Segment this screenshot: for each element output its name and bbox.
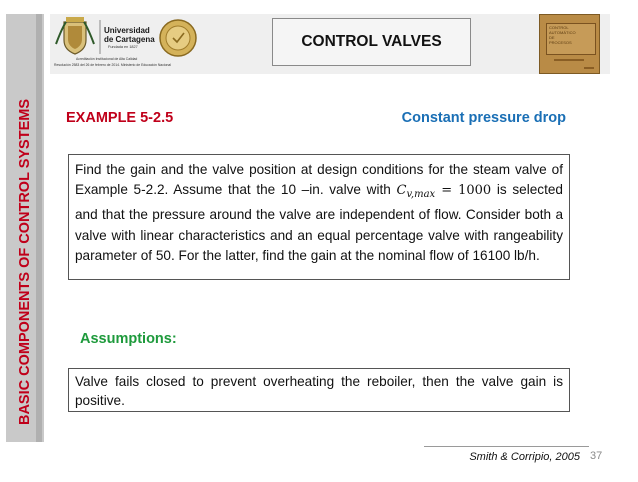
reference-divider — [424, 446, 589, 447]
assumptions-text: Valve fails closed to prevent overheating the reboiler, then the valve gain is positive. — [68, 368, 570, 412]
slide-title: CONTROL VALVES — [272, 18, 471, 66]
book-title-line-4: PROCESOS — [549, 40, 572, 45]
university-logo — [52, 14, 252, 74]
problem-statement — [68, 154, 570, 280]
university-name-1: Universidad — [104, 26, 150, 35]
book-title-line-1: CONTROL — [549, 25, 569, 30]
accreditation-line-2: Resolución 2583 del 26 de febrero de 2014. Ministerio de Educación Nacional — [54, 63, 172, 67]
book-title-line-2: AUTOMÁTICO — [549, 30, 576, 35]
university-name-2: de Cartagena — [104, 35, 155, 44]
example-label: EXAMPLE 5-2.5 — [66, 110, 174, 126]
formula-subscript: v,max — [406, 189, 436, 201]
assumptions-label: Assumptions: — [80, 331, 177, 347]
university-founded: Fundada en 1827 — [108, 45, 138, 49]
book-title-panel — [546, 23, 596, 55]
formula-variable: C — [396, 183, 407, 199]
problem-text-end: is selected and that the pressure around the valve are independent of flow. Consider both a valve with linear characteristics and an equal percentage valve with rangeability parameter of 50. For the latter, find the gain at the nominal flow of 16100 lb/h. — [75, 182, 563, 263]
page-number: 37 — [590, 450, 603, 462]
book-cover — [539, 14, 600, 74]
accreditation-line-1: Acreditación Institucional de Alta Calidad — [76, 57, 138, 61]
cv-max-formula — [396, 183, 492, 201]
book-author-line — [554, 59, 584, 61]
book-title-line-3: DE — [549, 35, 555, 40]
reference-citation: Smith & Corripio, 2005 — [469, 451, 580, 463]
example-subtitle: Constant pressure drop — [401, 110, 566, 126]
formula-value: = 1000 — [435, 183, 492, 199]
problem-text-start: Find the gain and the valve position at design conditions for the steam valve of Example 5-2.2. Assume that the 10 –in. valve with — [75, 162, 563, 198]
sidebar-label: BASIC COMPONENTS OF CONTROL SYSTEMS — [17, 99, 33, 426]
book-publisher-line — [584, 67, 594, 69]
